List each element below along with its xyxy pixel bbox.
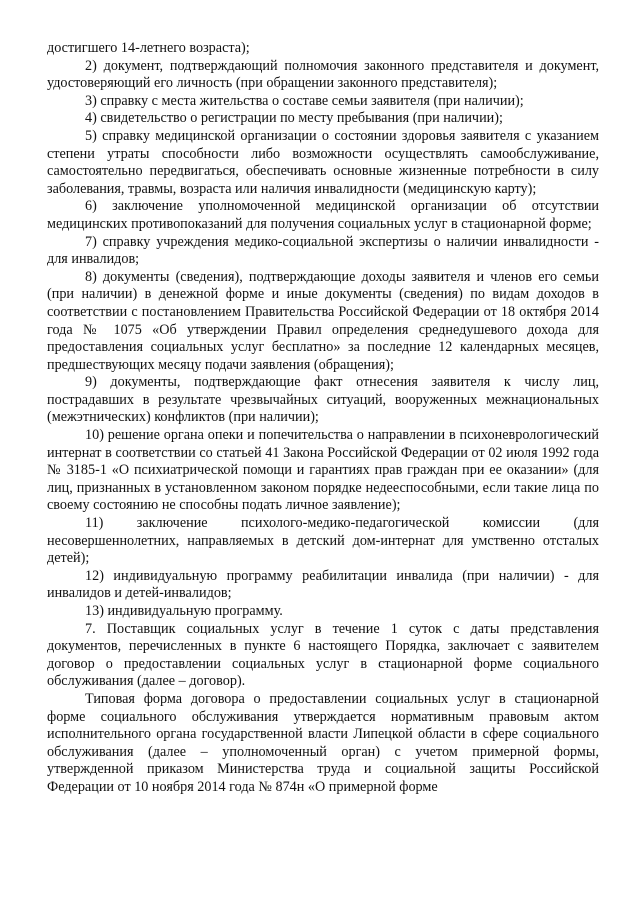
list-item-2: 2) документ, подтверждающий полномочия законного представителя и документ, удостоверяющий его личность (при обращении законного представителя); (47, 57, 599, 92)
list-item-6: 6) заключение уполномоченной медицинской организации об отсутствии медицинских противопоказаний для получения социальных услуг в стационарной форме; (47, 198, 599, 232)
list-item-5: 5) справку медицинской организации о состоянии здоровья заявителя с указанием степени утраты способности либо возможности осуществлять самообслуживание, самостоятельно передвигаться, обеспечивать основные жизненные потребности в силу заболевания, травмы, возраста или наличия инвалидности (медицинскую карту); (47, 127, 599, 197)
list-item-4: 4) свидетельство о регистрации по месту пребывания (при наличии); (85, 110, 503, 127)
contract-form-paragraph: Типовая форма договора о предоставлении социальных услуг в стационарной форме социального обслуживания утверждается нормативным правовым актом исполнительного органа государственной власти Липецкой области в сфере социального обслуживания (далее – уполномоченный орган) с учетом примерной формы, утвержденной приказом Министерства труда и социальной защиты Российской Федерации от 10 ноября 2014 года № 874н «О примерной форме (47, 690, 599, 795)
paragraph-continuation: достигшего 14-летнего возраста); (47, 40, 250, 56)
list-item-13: 13) индивидуальную программу. (85, 603, 283, 619)
list-item-11: 11) заключение психолого-медико-педагогической комиссии (для несовершеннолетних, направляемых в детский дом-интернат для умственно отсталых детей); (47, 515, 599, 567)
document-page (47, 40, 599, 797)
list-item-7: 7) справку учреждения медико-социальной экспертизы о наличии инвалидности - для инвалидов; (47, 233, 599, 268)
list-item-9: 9) документы, подтверждающие факт отнесения заявителя к числу лиц, пострадавших в результате чрезвычайных ситуаций, вооруженных межнациональных (межэтнических) конфликтов (при наличии); (47, 374, 599, 426)
list-item-12: 12) индивидуальную программу реабилитации инвалида (при наличии) - для инвалидов и детей-инвалидов; (47, 567, 599, 602)
list-item-10: 10) решение органа опеки и попечительства о направлении в психоневрологический интернат в соответствии со статьей 41 Закона Российской Федерации от 02 июля 1992 года № 3185-1 «О психиатрической помощи и гарантиях прав граждан при ее оказании» (для лиц, признанных в установленном законом порядке недееспособными, если такие лица по своему состоянию не способны подать личное заявление); (47, 427, 599, 514)
section-7-paragraph: 7. Поставщик социальных услуг в течение 1 суток с даты представления документов, перечисленных в пункте 6 настоящего Порядка, заключает с заявителем договор о предоставлении социальных услуг в стационарной форме социального обслуживания (далее – договор). (47, 620, 599, 690)
list-item-8: 8) документы (сведения), подтверждающие доходы заявителя и членов его семьи (при наличии) в денежной форме и иные документы (сведения) по видам доходов в соответствии с постановлением Правительства Российской Федерации от 18 октября 2014 года № 1075 «Об утверждении Правил определения среднедушевого дохода для предоставления социальных услуг бесплатно» за последние 12 календарных месяцев, предшествующих месяцу подачи заявления (обращения); (47, 268, 599, 373)
list-item-3: 3) справку с места жительства о составе семьи заявителя (при наличии); (85, 92, 524, 109)
